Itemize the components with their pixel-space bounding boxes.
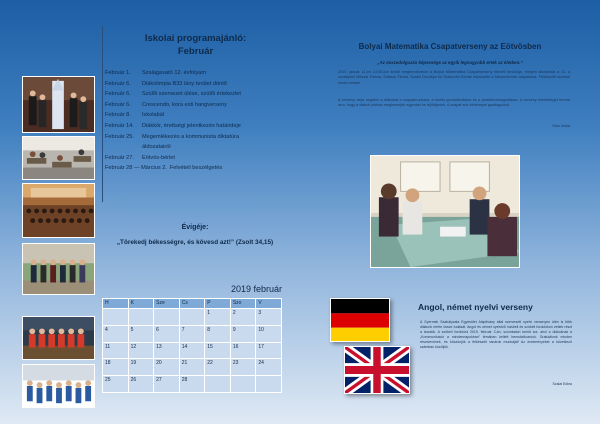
german-flag-icon bbox=[330, 298, 390, 342]
program-event: áldozatairól bbox=[142, 144, 171, 151]
calendar-day: 10 bbox=[256, 325, 282, 342]
photo-concert-hall bbox=[22, 183, 95, 238]
calendar-day: 28 bbox=[179, 376, 205, 393]
program-row bbox=[103, 132, 288, 143]
calendar-day: 1 bbox=[205, 309, 231, 326]
photo-sports-team bbox=[22, 316, 95, 360]
program-list bbox=[103, 68, 288, 174]
right-page bbox=[300, 0, 600, 424]
program-date: Február 1. bbox=[105, 70, 131, 76]
calendar-week bbox=[103, 376, 282, 393]
calendar-day bbox=[128, 309, 154, 326]
calendar-header: V bbox=[256, 299, 282, 309]
math-paragraph: A verseny célja segíteni a diákokat a csapatmunkára, a közös gondolkodásra és a problémamegoldásra. A verseny lehetőséget teremt arra, hogy a diákok jobban megismerjék egymást és fejlődjenek. A csapat sok élménnyel gazdagodott. bbox=[338, 98, 570, 108]
program-event: Eötvös-bérlet bbox=[142, 154, 175, 161]
program-date: Február 25. bbox=[105, 133, 134, 140]
program-row bbox=[103, 89, 288, 100]
program-row bbox=[103, 79, 288, 90]
calendar-week bbox=[103, 325, 282, 342]
calendar-day: 9 bbox=[230, 325, 256, 342]
program-date: Február 27. bbox=[105, 154, 134, 161]
calendar-day: 4 bbox=[103, 325, 129, 342]
calendar-day bbox=[205, 376, 231, 393]
calendar-header: Sze bbox=[154, 299, 180, 309]
program-row bbox=[103, 110, 288, 121]
math-paragraph: 2019. január 11-én 14:00-kor került megrendezésre a Bolyai Matematika Csapatverseny körzeti fordulója, melyen iskolánkat a 11. a osztályból Mészár Panna, Szikszy Timea, Szabó Dorottya és Szászvári Kende képviselte a Mesemérnök csapatával. Felkészítő tanáruk Imola mester. bbox=[338, 70, 570, 85]
calendar-day: 11 bbox=[103, 342, 129, 359]
program-title: Iskolai programajánló: bbox=[144, 33, 247, 44]
quote-box bbox=[102, 224, 288, 246]
program-row bbox=[103, 68, 288, 79]
photo-math-team bbox=[370, 155, 520, 268]
program-date: Február 6. bbox=[105, 101, 131, 108]
calendar-day bbox=[256, 376, 282, 393]
program-row bbox=[103, 142, 288, 153]
uk-flag-icon bbox=[344, 346, 410, 394]
program-month: Február bbox=[177, 46, 214, 57]
calendar-table bbox=[102, 298, 282, 393]
program-date: Február 28 — Március 2. bbox=[105, 165, 167, 172]
calendar-day: 2 bbox=[230, 309, 256, 326]
calendar-day bbox=[154, 309, 180, 326]
calendar-day: 6 bbox=[154, 325, 180, 342]
program-event: Iskolabál bbox=[142, 112, 165, 119]
calendar-day: 14 bbox=[179, 342, 205, 359]
program-row bbox=[103, 100, 288, 111]
calendar-header: K bbox=[128, 299, 154, 309]
program-event: Szalagavató 12. évfolyam bbox=[142, 70, 207, 76]
calendar-day: 24 bbox=[256, 359, 282, 376]
calendar-day bbox=[230, 376, 256, 393]
language-competition-title: Angol, német nyelvi verseny bbox=[418, 302, 533, 312]
calendar-header: H bbox=[103, 299, 129, 309]
calendar-day: 8 bbox=[205, 325, 231, 342]
calendar-day: 18 bbox=[103, 359, 129, 376]
calendar-day: 19 bbox=[128, 359, 154, 376]
calendar-day: 27 bbox=[154, 376, 180, 393]
calendar-day: 16 bbox=[230, 342, 256, 359]
program-date bbox=[103, 142, 136, 153]
program-event: Megemlékezés a kommunista diktatúra bbox=[142, 133, 240, 140]
calendar-day: 23 bbox=[230, 359, 256, 376]
program-event: Diákolimpia B33 lány terület döntő bbox=[142, 80, 227, 87]
program-row bbox=[103, 163, 288, 174]
calendar-week bbox=[103, 309, 282, 326]
calendar-day bbox=[179, 309, 205, 326]
program-date: Február 6. bbox=[105, 80, 131, 87]
program-box bbox=[102, 26, 288, 202]
calendar-day: 17 bbox=[256, 342, 282, 359]
language-competition-signature: Szalai Edina bbox=[552, 382, 572, 386]
calendar-day: 12 bbox=[128, 342, 154, 359]
calendar-day: 22 bbox=[205, 359, 231, 376]
quote-heading: Évigéje: bbox=[181, 224, 209, 231]
calendar-day: 7 bbox=[179, 325, 205, 342]
program-date: Február 8. bbox=[105, 112, 131, 119]
program-row bbox=[103, 153, 288, 164]
calendar-day: 26 bbox=[128, 376, 154, 393]
math-signature: Kiss Imola bbox=[552, 124, 570, 128]
calendar-day: 5 bbox=[128, 325, 154, 342]
program-event: Felvételi beszélgetés bbox=[169, 165, 223, 172]
photo-classroom bbox=[22, 136, 95, 180]
calendar-header: P bbox=[205, 299, 231, 309]
program-event: Diákkör, érettségi jelentkezés határideje bbox=[142, 122, 241, 129]
calendar-day bbox=[103, 309, 129, 326]
calendar-title: 2019 február bbox=[230, 284, 282, 294]
program-row bbox=[103, 121, 288, 132]
calendar-header: Szo bbox=[230, 299, 256, 309]
quote-text: „Törekedj békességre, és kövesd azt!” (Zsolt 34,15) bbox=[116, 239, 274, 246]
calendar-week bbox=[103, 359, 282, 376]
calendar-day: 15 bbox=[205, 342, 231, 359]
photo-school-crowd bbox=[22, 364, 95, 408]
math-title: Bolyai Matematika Csapatverseny az Eötvösben bbox=[358, 42, 542, 51]
calendar-day: 25 bbox=[103, 376, 129, 393]
photo-ceremony bbox=[22, 76, 95, 133]
calendar-week bbox=[103, 342, 282, 359]
program-date: Február 14. bbox=[105, 122, 134, 129]
calendar-header-row bbox=[103, 299, 282, 309]
calendar-day: 21 bbox=[179, 359, 205, 376]
language-competition-body: A Gyermek Szabályzata Egyesület Alapítvány által szervezett nyelvi versenyen idén is több diákunk mérte össze tudását. Angol és német nyelvből írásbeli és szóbeli fordulókon vettek részt a tanulók. A szóbeli fordulóra 2019. február 2-án, szombaton került sor, ahol a diákoknak a „Kommunikáció a mindennapokban” témában kellett bemutatkozniuk. Gratulálunk minden résztvevőnek, és köszönjük a felkészítő tanárok munkáját! Az eredményeket a következő számban közöljük. bbox=[420, 320, 572, 349]
program-date: Február 6. bbox=[105, 91, 131, 98]
calendar-day: 3 bbox=[256, 309, 282, 326]
calendar-day: 13 bbox=[154, 342, 180, 359]
program-event: Szülői szervezet ülése, szülői értekezlet bbox=[142, 91, 241, 98]
photo-group-outdoor bbox=[22, 243, 95, 295]
calendar-header: Cs bbox=[179, 299, 205, 309]
calendar-day: 20 bbox=[154, 359, 180, 376]
program-event: Crescendo, kora esti hangverseny bbox=[142, 101, 227, 108]
math-subtitle: „Az összedolgozás képessége az egyik legnagyobb érték az életben.” bbox=[377, 60, 523, 65]
